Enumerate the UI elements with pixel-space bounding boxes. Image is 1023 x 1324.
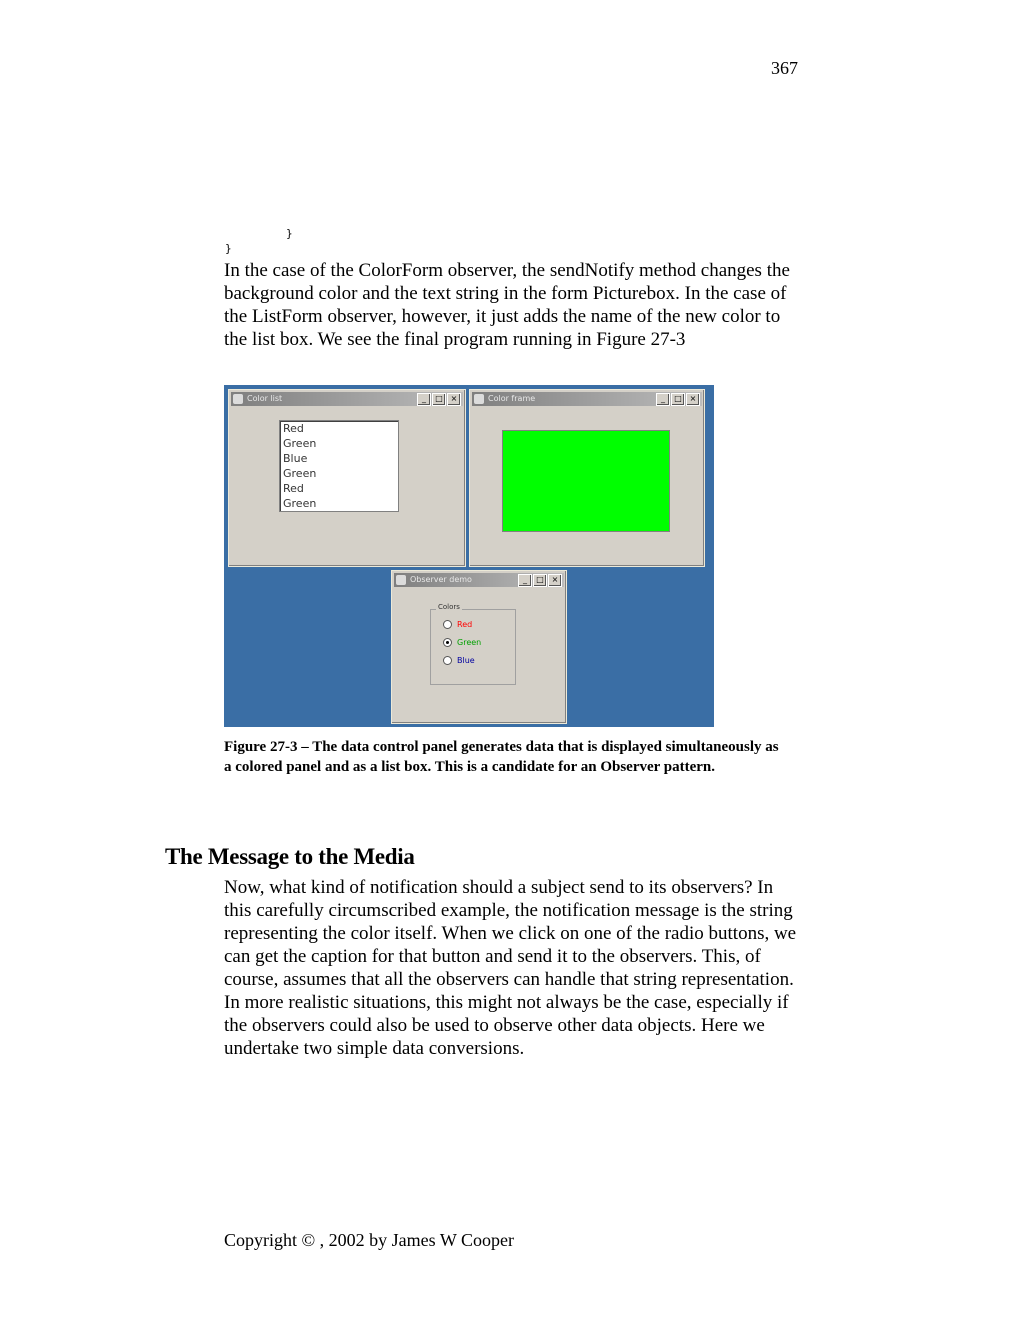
window-icon [396, 575, 406, 585]
page-number: 367 [771, 58, 798, 78]
copyright-footer: Copyright © , 2002 by James W Cooper [224, 1230, 514, 1250]
radio-red[interactable] [443, 620, 472, 629]
color-frame-window [469, 389, 705, 567]
radio-label: Green [457, 638, 482, 647]
minimize-icon[interactable]: _ [518, 574, 532, 587]
figure-screenshot [224, 385, 714, 727]
radio-circle-icon[interactable] [443, 656, 452, 665]
window-icon [474, 394, 484, 404]
body-paragraph: Now, what kind of notification should a subject send to its observers? In this carefully circumscribed example, the notification message is the string representing the color itself. When we click on one of the radio buttons, we can get the caption for that button and send it to the observers. This, of course, assumes that all the observers can handle that string representation. In more realistic situations, this might not always be the case, especially if the observers could also be used to observe other data objects. Here we undertake two simple data conversions. [224, 877, 797, 1059]
window-title: Color list [247, 394, 283, 403]
color-frame-titlebar [472, 392, 702, 406]
section-heading: The Message to the Media [165, 844, 415, 869]
maximize-icon[interactable]: □ [671, 393, 685, 406]
close-icon[interactable]: × [686, 393, 700, 406]
group-label: Colors [438, 603, 460, 611]
color-list-window [228, 389, 466, 567]
color-list-titlebar [231, 392, 463, 406]
radio-circle-icon[interactable] [443, 620, 452, 629]
radio-blue[interactable] [443, 656, 475, 665]
body-paragraph: In the case of the ColorForm observer, the sendNotify method changes the background color and the text string in the form Picturebox. In the case of the ListForm observer, however, it just adds the name of the new color to the list box. We see the final program running in Figure 27-3 [224, 260, 790, 350]
list-item[interactable]: Green [283, 467, 317, 480]
observer-demo-window [391, 570, 567, 724]
code-closing-brace: } [286, 227, 293, 240]
maximize-icon[interactable]: □ [432, 393, 446, 406]
minimize-icon[interactable]: _ [417, 393, 431, 406]
window-icon [233, 394, 243, 404]
close-icon[interactable]: × [447, 393, 461, 406]
list-item[interactable]: Blue [283, 452, 308, 465]
colors-groupbox [430, 603, 516, 685]
close-icon[interactable]: × [548, 574, 562, 587]
radio-label: Blue [457, 656, 475, 665]
code-closing-brace: } [225, 242, 232, 255]
list-item[interactable]: Red [283, 422, 304, 435]
observer-demo-titlebar [394, 573, 564, 587]
maximize-icon[interactable]: □ [533, 574, 547, 587]
minimize-icon[interactable]: _ [656, 393, 670, 406]
color-picturebox [502, 430, 670, 532]
window-title: Color frame [488, 394, 536, 403]
figure-caption: Figure 27-3 – The data control panel generates data that is displayed simultaneously as a colored panel and as a list box. This is a candidate for an Observer pattern. [224, 739, 779, 775]
color-listbox[interactable] [279, 420, 399, 512]
radio-selected-icon[interactable] [443, 638, 452, 647]
list-item[interactable]: Red [283, 482, 304, 495]
list-item[interactable]: Green [283, 437, 317, 450]
radio-label: Red [457, 620, 473, 629]
radio-green[interactable] [443, 638, 481, 647]
list-item[interactable]: Green [283, 497, 317, 510]
window-title: Observer demo [410, 575, 472, 584]
